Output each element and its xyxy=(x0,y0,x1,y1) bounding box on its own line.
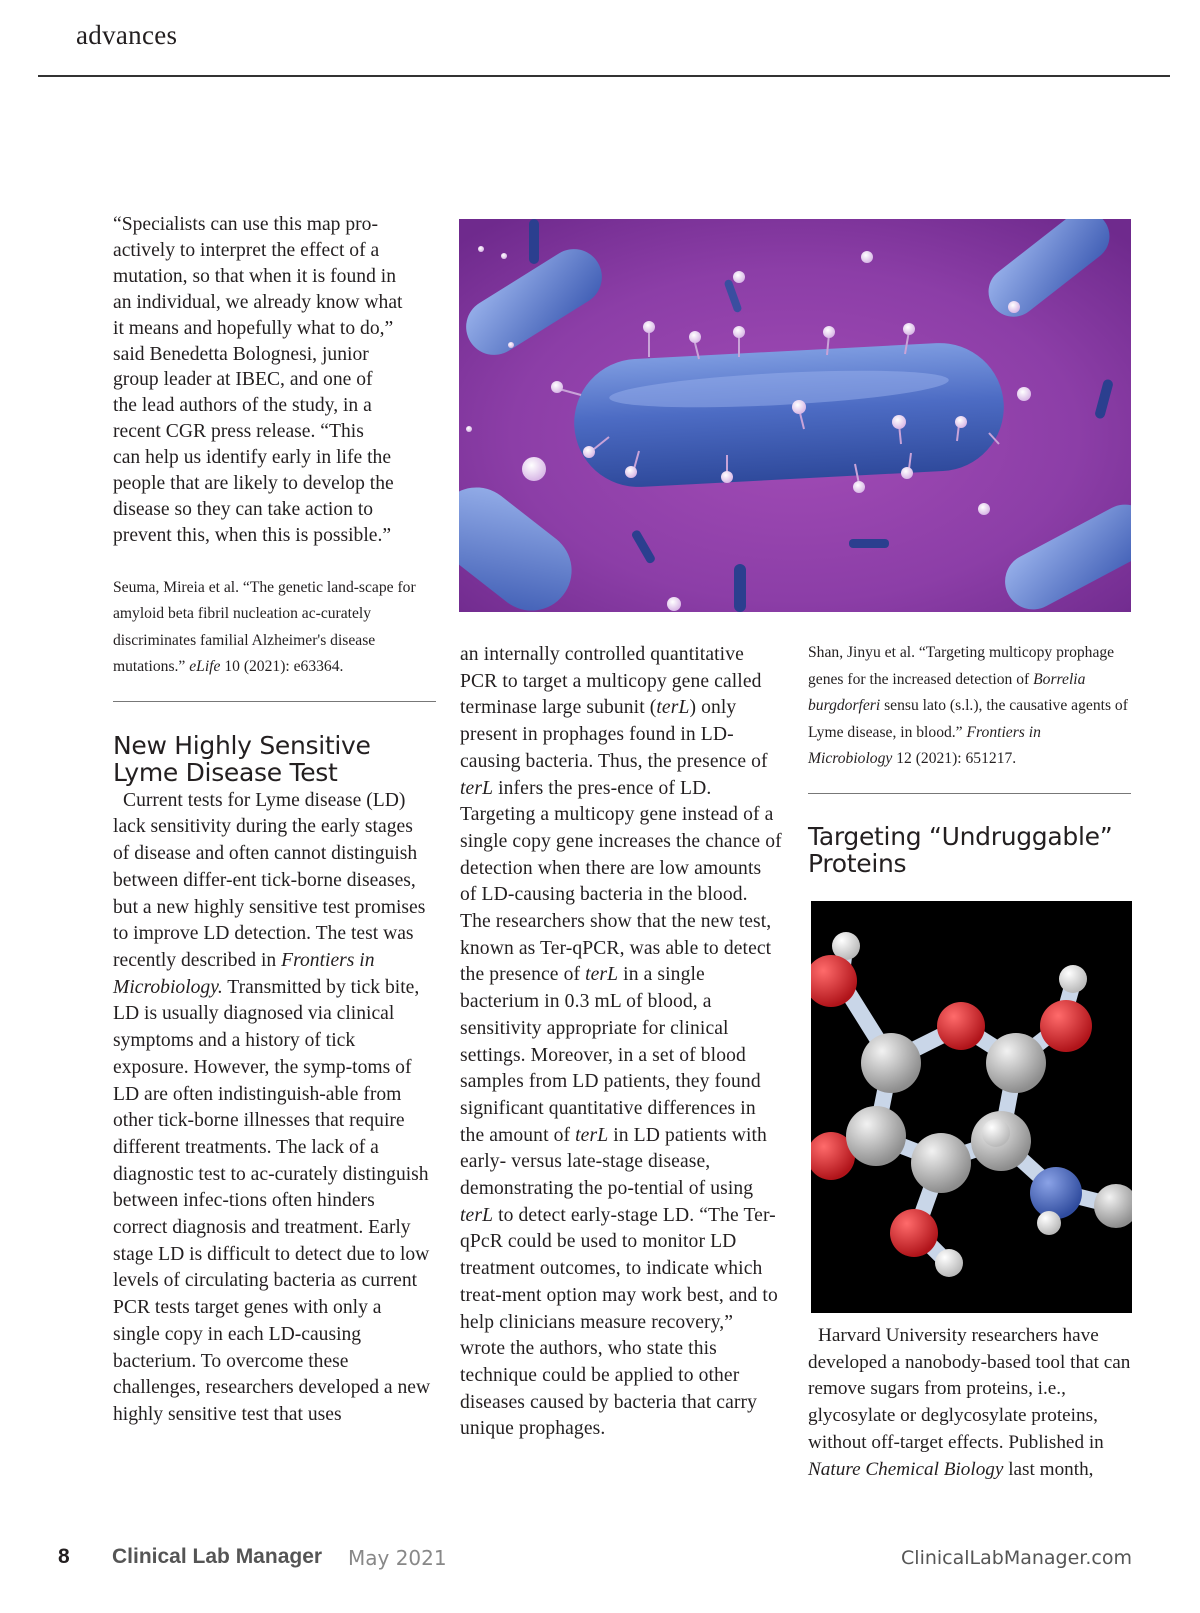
body-text: to detect early-stage LD. “The Ter-qPcR could be used to monitor LD treatment outcomes, to indicate which treat-ment option may work best, and to help clinicians measure recovery,” wrote the authors, who state this technique could be applied to other diseases caused by bacteria that carry unique prophages. xyxy=(460,1204,778,1440)
quote-line: actively to interpret the effect of a xyxy=(113,239,380,261)
magazine-name: Clinical Lab Manager xyxy=(112,1545,323,1568)
website-link[interactable]: ClinicalLabManager.com xyxy=(901,1547,1132,1569)
citation-text: Seuma, Mireia et al. “The genetic land-scape for amyloid beta fibril nucleation ac-curately discriminates familial Alzheimer's disease mutations.” xyxy=(113,578,416,676)
section-divider xyxy=(808,793,1131,794)
lyme-body-continued xyxy=(460,642,782,1443)
gene-name: terL xyxy=(460,777,494,799)
quote-line: an individual, we already know what xyxy=(113,291,403,313)
section-divider xyxy=(113,701,436,702)
article-title-undruggable xyxy=(808,823,1132,877)
gene-name: terL xyxy=(460,1204,494,1226)
body-journal: Frontiers in Microbiology. xyxy=(113,950,375,998)
title-line: Proteins xyxy=(808,848,907,878)
citation-text: sensu lato (s.l.), the causative agents of Lyme disease, in blood.” xyxy=(808,697,1128,741)
gene-name: terL xyxy=(656,697,690,719)
gene-name: terL xyxy=(575,1124,609,1146)
title-line: Lyme Disease Test xyxy=(113,757,338,787)
body-text: last month, xyxy=(1003,1458,1094,1480)
quote-line: it means and hopefully what to do,” xyxy=(113,317,394,339)
bacteria-illustration xyxy=(459,219,1131,612)
citation-alzheimers xyxy=(113,575,431,681)
quote-line: people that are likely to develop the xyxy=(113,473,394,495)
undruggable-body-container xyxy=(808,1323,1134,1483)
header-rule xyxy=(38,75,1170,77)
quote-paragraph xyxy=(113,212,438,549)
issue-date: May 2021 xyxy=(348,1546,447,1570)
body-text: ) only present in prophages found in LD-causing bacteria. Thus, the presence of xyxy=(460,697,768,772)
undruggable-body-paragraph xyxy=(808,1323,1134,1483)
quote-line: mutation, so that when it is found in xyxy=(113,265,396,287)
quote-line: said Benedetta Bolognesi, junior xyxy=(113,343,369,365)
body-text: an internally controlled quantitative PCR to target a multicopy gene called terminase large subunit ( xyxy=(460,644,762,719)
body-text: infers the pres-ence of LD. Targeting a multicopy gene instead of a single copy gene increases the chance of detection when there are low amounts of LD-causing bacteria in the blood. The researchers show that the new test, known as Ter-qPCR, was able to detect the presence of xyxy=(460,777,782,986)
body-text: Transmitted by tick bite, LD is usually diagnosed via clinical symptoms and a history of tick exposure. However, the symp-toms of LD are often indistinguish-able from other tick-borne illnesses that require different treatments. The lack of a diagnostic test to ac-curately distinguish between infec-tions often hinders correct diagnosis and treatment. Early stage LD is difficult to detect due to low levels of circulating bacteria as current PCR tests target genes with only a single copy in each LD-causing bacterium. To overcome these challenges, researchers developed a new highly sensitive test that uses xyxy=(113,976,431,1425)
body-text: in a single bacterium in 0.3 mL of blood, a sensitivity appropriate for clinical settings. Moreover, in a set of blood samples from LD patients, they found significant quantitative differences in the amount of xyxy=(460,964,761,1146)
molecule-illustration xyxy=(811,901,1132,1313)
quote-line: “Specialists can use this map pro- xyxy=(113,214,378,235)
citation-volume: 12 (2021): 651217. xyxy=(892,750,1017,767)
quote-line: disease so they can take action to xyxy=(113,498,374,520)
citation-species: Borrelia burgdorferi xyxy=(808,670,1086,714)
body-text: Current tests for Lyme disease (LD) lack sensitivity during the early stages of disease and often cannot distinguish between differ-ent tick-borne diseases, but a new highly sensitive test promises to improve LD detection. The test was recently described in xyxy=(113,789,426,971)
column-middle xyxy=(460,642,782,1443)
column-left xyxy=(113,212,438,1429)
title-line: Targeting “Undruggable” xyxy=(808,821,1113,851)
quote-line: group leader at IBEC, and one of xyxy=(113,369,373,391)
page-number: 8 xyxy=(58,1545,70,1568)
section-header: advances xyxy=(76,20,178,50)
body-journal: Nature Chemical Biology xyxy=(808,1458,1004,1480)
column-right xyxy=(808,640,1132,877)
quote-line: the lead authors of the study, in a xyxy=(113,395,372,417)
title-line: New Highly Sensitive xyxy=(113,730,371,760)
article-title-lyme xyxy=(113,732,438,786)
body-text: in LD patients with early- versus late-stage disease, demonstrating the po-tential of using xyxy=(460,1124,767,1200)
lyme-body-paragraph xyxy=(113,788,433,1429)
citation-text: Shan, Jinyu et al. “Targeting multicopy prophage genes for the increased detection of xyxy=(808,644,1115,688)
gene-name: terL xyxy=(585,964,619,986)
citation-volume: 10 (2021): e63364. xyxy=(220,658,344,676)
citation-journal: Frontiers in Microbiology xyxy=(808,723,1041,767)
quote-line: recent CGR press release. “This xyxy=(113,421,364,443)
quote-line: prevent this, when this is possible.” xyxy=(113,524,392,546)
citation-lyme xyxy=(808,640,1128,773)
body-text: Harvard University researchers have developed a nanobody-based tool that can remove sugars from proteins, i.e., glycosylate or deglycosylate proteins, without off-target effects. Published in xyxy=(808,1325,1131,1453)
citation-journal: eLife xyxy=(189,658,221,676)
quote-line: can help us identify early in life the xyxy=(113,447,392,469)
